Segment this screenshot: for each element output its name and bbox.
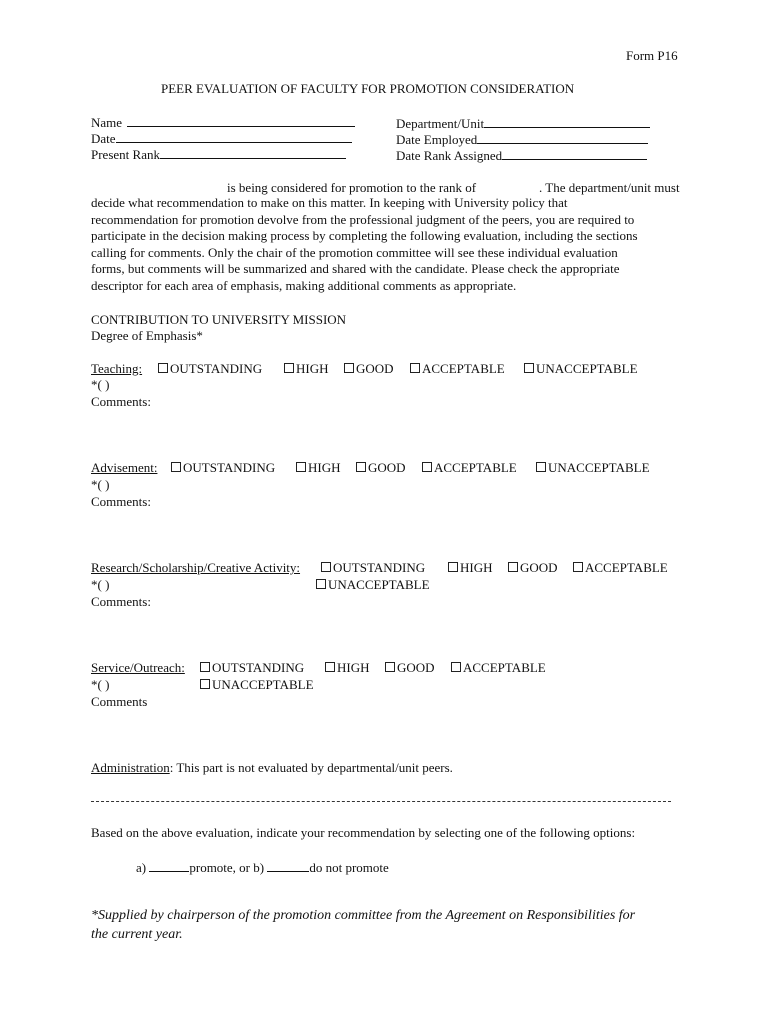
intro-line-5: calling for comments. Only the chair of the promotion committee will see these individual evaluation [91, 244, 618, 260]
checkbox[interactable] [385, 662, 395, 672]
intro-paragraph [91, 195, 693, 294]
department-field[interactable] [396, 115, 650, 132]
intro-line-7: descriptor for each area of emphasis, making additional comments as appropriate. [91, 277, 517, 293]
department-label: Department/Unit [396, 116, 485, 131]
checkbox[interactable] [356, 462, 366, 472]
research-high-option[interactable]: HIGH [448, 560, 493, 576]
checkbox[interactable] [316, 579, 326, 589]
checkbox[interactable] [536, 462, 546, 472]
date-employed-line[interactable] [477, 131, 648, 144]
advisement-high-option[interactable]: HIGH [296, 460, 341, 476]
checkbox[interactable] [325, 662, 335, 672]
checkbox[interactable] [524, 363, 534, 373]
degree-of-emphasis-label: Degree of Emphasis* [91, 328, 203, 343]
footnote-line-2: the current year. [91, 927, 183, 942]
advisement-comments-label: Comments: [91, 494, 151, 509]
promote-blank[interactable] [149, 859, 189, 872]
intro-line-1a: is being considered for promotion to the rank of [227, 180, 477, 195]
teaching-unacceptable-option[interactable]: UNACCEPTABLE [524, 361, 638, 377]
checkbox[interactable] [422, 462, 432, 472]
teaching-label: Teaching: [91, 361, 143, 376]
not-promote-label: do not promote [309, 860, 389, 875]
administration-text: : This part is not evaluated by departmental/unit peers. [169, 760, 453, 775]
advisement-label: Advisement: [91, 460, 158, 475]
advisement-good-option[interactable]: GOOD [356, 460, 406, 476]
checkbox[interactable] [200, 662, 210, 672]
advisement-unacceptable-option[interactable]: UNACCEPTABLE [536, 460, 650, 476]
service-good-option[interactable]: GOOD [385, 660, 435, 676]
date-label: Date [91, 131, 116, 146]
advisement-emphasis-marker[interactable]: *( ) [91, 477, 110, 492]
teaching-emphasis-marker[interactable]: *( ) [91, 377, 110, 392]
service-high-option[interactable]: HIGH [325, 660, 370, 676]
intro-line-6: forms, but comments will be summarized and shared with the candidate. Please check the appropriate [91, 261, 620, 276]
not-promote-blank[interactable] [267, 859, 309, 872]
section-heading: CONTRIBUTION TO UNIVERSITY MISSION [91, 312, 347, 327]
present-rank-field[interactable] [91, 146, 346, 163]
recommendation-options [136, 859, 389, 876]
intro-line-4: participate in the decision making process by completing the following evaluation, including the sections [91, 228, 638, 243]
teaching-good-option[interactable]: GOOD [344, 361, 394, 377]
service-acceptable-option[interactable]: ACCEPTABLE [451, 660, 546, 676]
service-emphasis-marker[interactable]: *( ) [91, 677, 110, 692]
service-comments-label: Comments [91, 694, 148, 709]
checkbox[interactable] [573, 562, 583, 572]
checkbox[interactable] [321, 562, 331, 572]
checkbox[interactable] [284, 363, 294, 373]
present-rank-label: Present Rank [91, 147, 160, 162]
divider [91, 801, 671, 802]
name-label: Name [91, 115, 123, 130]
checkbox[interactable] [344, 363, 354, 373]
checkbox[interactable] [158, 363, 168, 373]
intro-line-1b: . The department/unit must [539, 180, 680, 195]
teaching-acceptable-option[interactable]: ACCEPTABLE [410, 361, 505, 377]
research-comments-label: Comments: [91, 594, 151, 609]
checkbox[interactable] [451, 662, 461, 672]
name-field[interactable] [91, 114, 355, 131]
date-line[interactable] [116, 130, 352, 143]
research-unacceptable-option[interactable]: UNACCEPTABLE [316, 577, 430, 593]
option-a-label: a) [136, 860, 147, 875]
checkbox[interactable] [410, 363, 420, 373]
promote-label: promote, or [189, 860, 251, 875]
option-b-label: b) [253, 860, 265, 875]
advisement-outstanding-option[interactable]: OUTSTANDING [171, 460, 275, 476]
department-line[interactable] [484, 115, 650, 128]
service-label: Service/Outreach: [91, 660, 185, 675]
intro-line-3: recommendation for promotion devolve from the professional judgment of the peers, you are required to [91, 211, 635, 227]
administration-label: Administration [91, 760, 170, 775]
checkbox[interactable] [296, 462, 306, 472]
date-field[interactable] [91, 130, 352, 147]
checkbox[interactable] [200, 679, 210, 689]
recommendation-prompt: Based on the above evaluation, indicate your recommendation by selecting one of the following options: [91, 825, 636, 840]
research-outstanding-option[interactable]: OUTSTANDING [321, 560, 425, 576]
footnote-line-1: *Supplied by chairperson of the promotion committee from the Agreement on Responsibilities for [91, 908, 636, 923]
research-label: Research/Scholarship/Creative Activity: [91, 560, 301, 575]
teaching-comments-label: Comments: [91, 394, 151, 409]
date-rank-label: Date Rank Assigned [396, 148, 503, 163]
checkbox[interactable] [508, 562, 518, 572]
research-emphasis-marker[interactable]: *( ) [91, 577, 110, 592]
research-acceptable-option[interactable]: ACCEPTABLE [573, 560, 668, 576]
teaching-high-option[interactable]: HIGH [284, 361, 329, 377]
intro-line-2: decide what recommendation to make on this matter. In keeping with University policy that [91, 195, 568, 210]
date-employed-label: Date Employed [396, 132, 478, 147]
checkbox[interactable] [448, 562, 458, 572]
form-number: Form P16 [626, 48, 678, 63]
service-unacceptable-option[interactable]: UNACCEPTABLE [200, 677, 314, 693]
date-rank-line[interactable] [502, 147, 647, 160]
date-employed-field[interactable] [396, 131, 648, 148]
research-good-option[interactable]: GOOD [508, 560, 558, 576]
name-line[interactable] [127, 114, 355, 127]
administration-line [91, 760, 453, 776]
form-title: PEER EVALUATION OF FACULTY FOR PROMOTION CONSIDERATION [161, 81, 575, 96]
checkbox[interactable] [171, 462, 181, 472]
service-outstanding-option[interactable]: OUTSTANDING [200, 660, 304, 676]
advisement-acceptable-option[interactable]: ACCEPTABLE [422, 460, 517, 476]
teaching-outstanding-option[interactable]: OUTSTANDING [158, 361, 262, 377]
present-rank-line[interactable] [160, 146, 346, 159]
date-rank-field[interactable] [396, 147, 647, 164]
